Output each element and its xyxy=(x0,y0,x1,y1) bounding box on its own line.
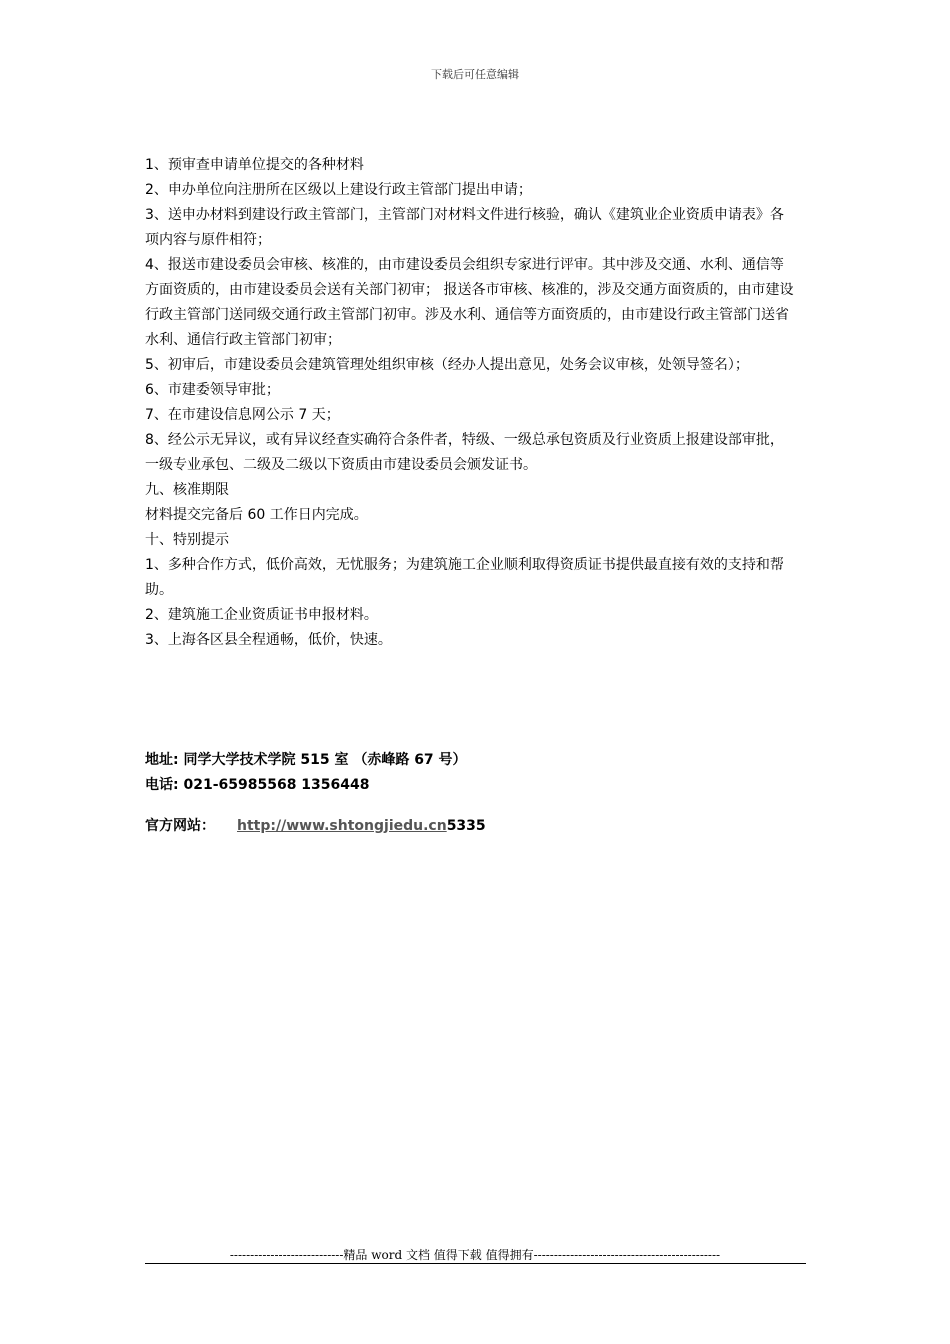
page-header: 下载后可任意编辑 xyxy=(431,68,519,81)
paragraph: 7、在市建设信息网公示 7 天； xyxy=(145,407,340,423)
paragraph: 1、预审查申请单位提交的各种材料 xyxy=(145,157,364,173)
paragraph: 1、多种合作方式，低价高效，无忧服务；为建筑施工企业顺利取得资质证书提供最直接有效的支持和帮助。 xyxy=(145,557,784,598)
website-suffix: 5335 xyxy=(446,818,486,834)
website-label: 官方网站： xyxy=(145,818,215,834)
website-link[interactable]: http://www.shtongjiedu.cn xyxy=(237,818,447,834)
paragraph: 5、初审后，市建设委员会建筑管理处组织审核（经办人提出意见，处务会议审核，处领导签名）； xyxy=(145,357,749,373)
section-heading: 九、核准期限 xyxy=(145,482,229,498)
paragraph: 6、市建委领导审批； xyxy=(145,382,280,398)
footer-divider xyxy=(145,1263,806,1264)
document-body xyxy=(145,153,795,653)
contact-block xyxy=(145,748,795,839)
page-footer: ----------------------------精品 word 文档 值得下载 值得拥有---------------------------------------------- xyxy=(229,1248,721,1262)
paragraph: 4、报送市建设委员会审核、核准的，由市建设委员会组织专家进行评审。其中涉及交通、水利、通信等方面资质的，由市建设委员会送有关部门初审； 报送各市审核、核准的，涉及交通方面资质的，由市建设行政主管部门送同级交通行政主管部门初审。涉及水利、通信等方面资质的，由市建设行政主管部门送省水利、通信行政主管部门初审； xyxy=(145,257,794,348)
spacer xyxy=(145,798,795,814)
paragraph: 2、申办单位向注册所在区级以上建设行政主管部门提出申请； xyxy=(145,182,532,198)
paragraph: 3、送申办材料到建设行政主管部门，主管部门对材料文件进行核验，确认《建筑业企业资质申请表》各项内容与原件相符； xyxy=(145,207,784,248)
paragraph: 8、经公示无异议，或有异议经查实确符合条件者，特级、一级总承包资质及行业资质上报建设部审批，一级专业承包、二级及二级以下资质由市建设委员会颁发证书。 xyxy=(145,432,784,473)
paragraph: 材料提交完备后 60 工作日内完成。 xyxy=(145,507,368,523)
phone-line: 电话: 021-65985568 1356448 xyxy=(145,777,370,793)
website-line xyxy=(145,814,795,839)
section-heading: 十、特别提示 xyxy=(145,532,229,548)
paragraph: 2、建筑施工企业资质证书申报材料。 xyxy=(145,607,378,623)
address-line: 地址: 同学大学技术学院 515 室 （赤峰路 67 号） xyxy=(145,752,467,768)
paragraph: 3、上海各区县全程通畅，低价，快速。 xyxy=(145,632,392,648)
